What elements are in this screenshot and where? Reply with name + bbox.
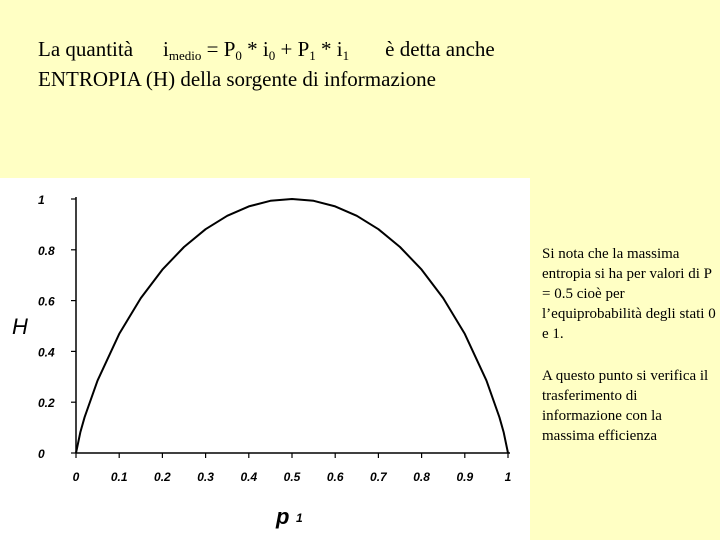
y-tick-label: 0.2 <box>38 396 55 411</box>
i1-subscript: 1 <box>342 48 350 63</box>
notes-panel <box>542 244 718 468</box>
heading-text-before: La quantità <box>38 37 134 61</box>
y-tick-label: 1 <box>38 193 45 207</box>
entropy-chart <box>0 178 530 540</box>
x-tick-label: 0.6 <box>326 470 344 484</box>
y-tick-label: 0 <box>38 447 45 461</box>
i-symbol: i <box>163 37 169 61</box>
x-tick-label: 0 <box>72 470 80 484</box>
x-tick-label: 0.8 <box>413 470 430 484</box>
x-tick-label: 0.5 <box>283 470 301 484</box>
formula-part-2: * i <box>241 37 269 61</box>
y-tick-label: 0.8 <box>38 243 55 258</box>
formula-part-4: * i <box>315 37 343 61</box>
heading-line-1 <box>38 34 698 64</box>
x-tick-label: 0.2 <box>154 470 171 484</box>
p0-subscript: 0 <box>235 48 242 63</box>
x-tick-label: 0.7 <box>370 470 387 484</box>
x-axis-title-subscript: 1 <box>296 511 303 525</box>
x-axis-title: p <box>276 504 290 529</box>
formula-part-1: = P <box>201 37 236 61</box>
x-tick-label: 0.1 <box>110 470 128 484</box>
formula-part-3: + P <box>275 37 310 61</box>
x-tick-label: 0.3 <box>197 470 214 484</box>
slide-heading <box>38 34 698 94</box>
x-tick-label: 0.4 <box>240 470 258 484</box>
i-medio-subscript: medio <box>168 48 202 63</box>
y-axis-title: H <box>12 314 28 339</box>
heading-text-after: è detta anche <box>385 37 495 61</box>
y-tick-label: 0.4 <box>38 345 55 360</box>
x-tick-label: 1 <box>504 470 512 484</box>
heading-line-2: ENTROPIA (H) della sorgente di informazione <box>38 67 436 91</box>
formula <box>163 37 349 61</box>
note-paragraph-1: Si nota che la massima entropia si ha per valori di P = 0.5 cioè per l’equiprobabilità degli stati 0 e 1. <box>542 246 716 342</box>
i0-subscript: 0 <box>268 48 276 63</box>
x-tick-label: 0.9 <box>456 470 474 484</box>
entropy-chart-panel <box>0 178 530 540</box>
note-paragraph-2: A questo punto si verifica il trasferimento di informazione con la massima efficienza <box>542 368 709 444</box>
y-tick-label: 0.6 <box>38 294 55 309</box>
p1-subscript: 1 <box>309 48 316 63</box>
entropy-curve <box>76 199 508 453</box>
